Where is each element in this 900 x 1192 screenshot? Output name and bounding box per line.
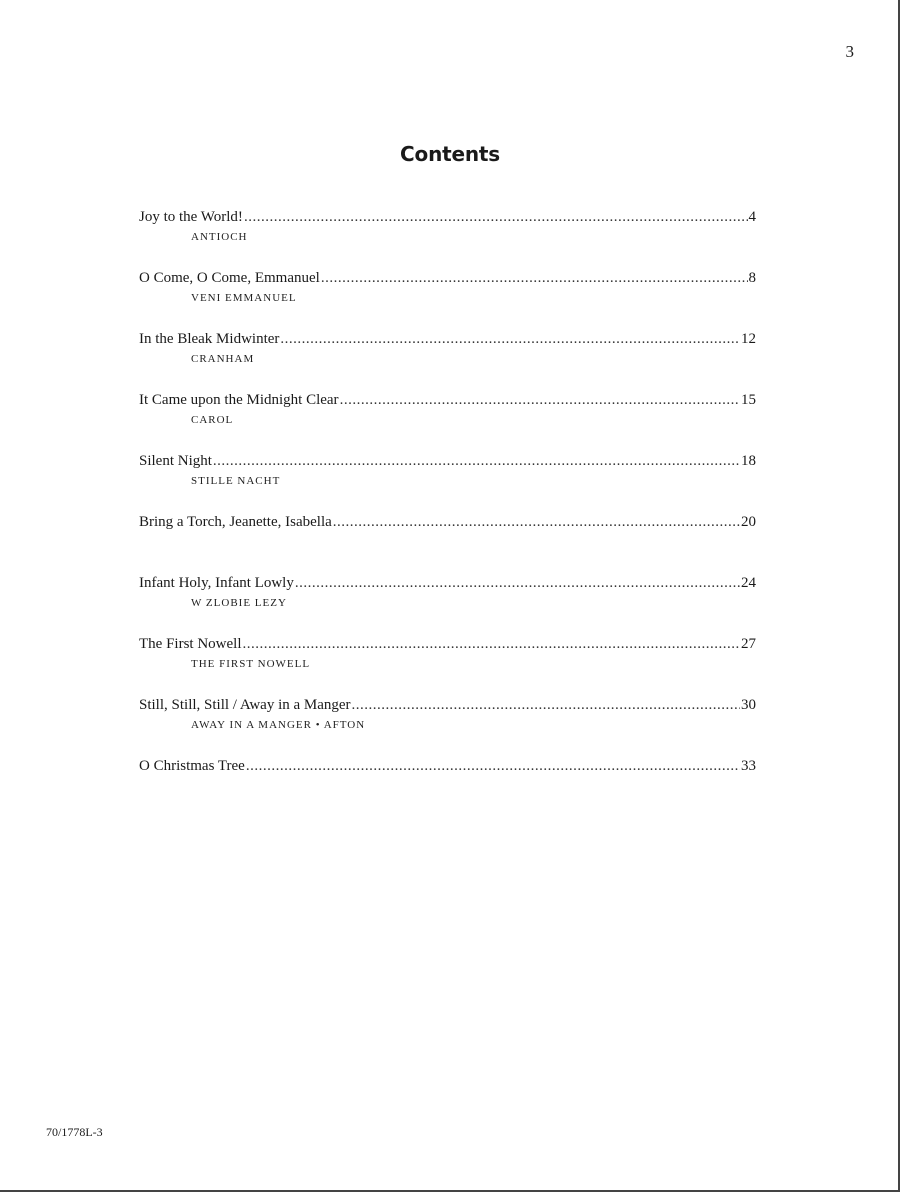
toc-entry[interactable] [139,756,756,817]
dot-leader [213,451,740,471]
toc-entry-title: Joy to the World! [139,209,243,225]
toc-entry-page: 27 [741,636,756,652]
toc-entry-tune: W ZLOBIE LEZY [191,597,287,609]
catalog-number: 70/1778L-3 [46,1125,103,1139]
toc-entry-page: 20 [741,514,756,530]
toc-entry-tune: CAROL [191,414,234,426]
toc-entry-tune: STILLE NACHT [191,475,281,487]
page-title: Contents [400,142,500,166]
toc-entry-tune: CRANHAM [191,353,255,365]
toc-entry[interactable] [139,451,756,512]
toc-entry-tune: THE FIRST NOWELL [191,658,311,670]
toc-entry-tune: ANTIOCH [191,231,248,243]
toc-entry-title: O Come, O Come, Emmanuel [139,270,320,286]
dot-leader [244,207,748,227]
toc-entry-page: 8 [748,270,756,286]
toc-entry-title: Silent Night [139,453,212,469]
toc-entry-page: 30 [741,697,756,713]
toc-entry-page: 15 [741,392,756,408]
toc-entry[interactable] [139,634,756,695]
dot-leader [333,512,740,532]
toc-entry[interactable] [139,207,756,268]
toc-entry-page: 33 [741,758,756,774]
dot-leader [295,573,740,593]
dot-leader [352,695,740,715]
toc-entry-tune: VENI EMMANUEL [191,292,297,304]
toc-entry-tune: AWAY IN A MANGER • AFTON [191,719,366,731]
toc-entry-title: Still, Still, Still / Away in a Manger [139,697,351,713]
toc-entry[interactable] [139,512,756,573]
dot-leader [243,634,741,654]
toc-entry[interactable] [139,695,756,756]
toc-entry-page: 12 [741,331,756,347]
toc-entry-page: 4 [748,209,756,225]
page-number: 3 [845,42,854,61]
toc-entry[interactable] [139,268,756,329]
dot-leader [246,756,740,776]
toc-entry-title: It Came upon the Midnight Clear [139,392,339,408]
dot-leader [280,329,740,349]
toc-entry-title: The First Nowell [139,636,242,652]
toc-entry-page: 24 [741,575,756,591]
toc-entry[interactable] [139,573,756,634]
toc-entry[interactable] [139,390,756,451]
toc-entry-title: Bring a Torch, Jeanette, Isabella [139,514,332,530]
dot-leader [321,268,748,288]
table-of-contents [139,207,756,817]
toc-entry-title: O Christmas Tree [139,758,245,774]
toc-entry[interactable] [139,329,756,390]
toc-entry-title: Infant Holy, Infant Lowly [139,575,294,591]
dot-leader [340,390,740,410]
toc-entry-page: 18 [741,453,756,469]
toc-entry-title: In the Bleak Midwinter [139,331,280,347]
